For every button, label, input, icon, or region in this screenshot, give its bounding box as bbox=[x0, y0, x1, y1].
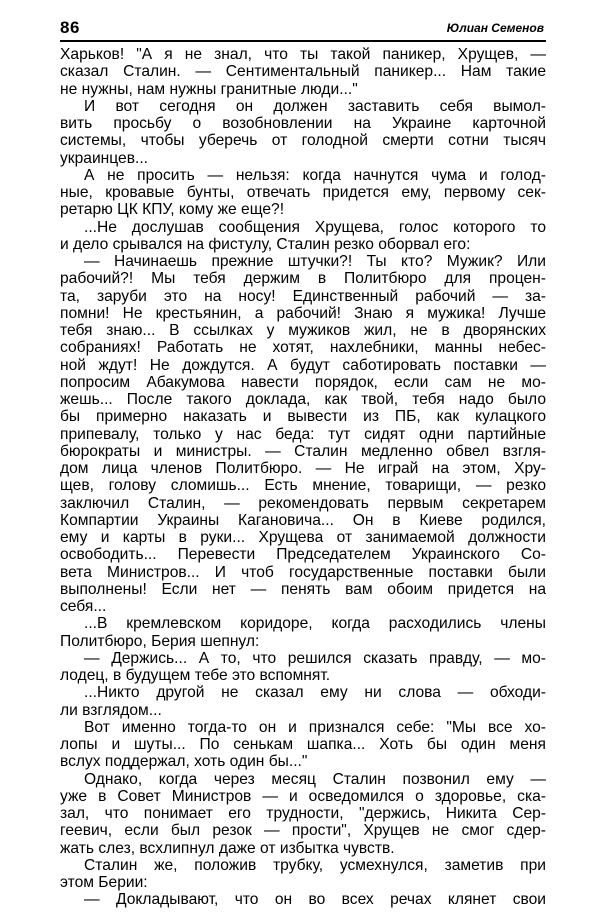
text-line: выполнены! Если нет — пенять вам обоим придется на bbox=[60, 580, 546, 598]
text-line: Компартии Украины Кагановича... Он в Киеве родился, bbox=[60, 511, 546, 529]
text-line: А не просить — нельзя: когда начнутся чума и голод- bbox=[84, 166, 546, 184]
text-line: этом Берии: bbox=[60, 874, 148, 891]
text-line: сказал Сталин. — Сентиментальный паникер... Нам такие bbox=[60, 63, 546, 81]
text-line: заключил Сталин, — рекомендовать первым секретарем bbox=[60, 494, 546, 512]
text-line: вить просьбу о возобновлении на Украине карточной bbox=[60, 115, 546, 132]
text-line: попросим Абакумова навести порядок, если сам не мо- bbox=[60, 373, 546, 391]
text-line: ли взглядом... bbox=[60, 701, 162, 719]
text-line: Однако, когда через месяц Сталин позвонил ему — bbox=[84, 770, 546, 788]
text-line: лодец, в будущем тебе это вспомнят. bbox=[60, 667, 331, 684]
text-line: Сталин же, положив трубку, усмехнулся, заметив при bbox=[84, 856, 546, 874]
text-line: Вот именно тогда-то он и признался себе: "Мы все хо- bbox=[84, 718, 546, 736]
header-rule bbox=[60, 40, 546, 42]
text-line: вслух поддержал, хоть один бы..." bbox=[60, 753, 308, 771]
text-line: припевалу, только у нас беда: тут сидят одни партийные bbox=[60, 425, 546, 443]
text-line: тебя знаю... В ссылках у мужиков жил, не в дворянских bbox=[60, 322, 546, 339]
text-line: Политбюро, Берия шепнул: bbox=[60, 632, 260, 650]
page-number: 86 bbox=[60, 18, 80, 37]
text-line: вета Министров... И чтоб государственные поставки были bbox=[60, 563, 546, 581]
running-title: Юлиан Семенов bbox=[446, 21, 544, 35]
text-line: зал, что понимает его трудности, "держись, Никита Сер- bbox=[60, 805, 546, 822]
text-line: системы, чтобы уберечь от голодной смерти сотни тысяч bbox=[60, 132, 546, 150]
text-line: жешь... После такого доклада, как твой, тебя надо было bbox=[60, 391, 546, 408]
text-line: дом лица членов Политбюро. — Не играй на этом, Хру- bbox=[60, 460, 546, 477]
text-line: Харьков! "А я не знал, что ты такой паникер, Хрущев, — bbox=[60, 46, 546, 63]
text-line: — Начинаешь прежние штучки?! Ты кто? Мужик? Или bbox=[84, 253, 546, 270]
body-text bbox=[60, 46, 546, 909]
text-line: — Докладывают, что он во всех речах клянет свои bbox=[84, 891, 546, 909]
text-line: щев, голову сломишь... Есть мнение, товарищи, — резко bbox=[60, 477, 546, 495]
text-line: И вот сегодня он должен заставить себя вымол- bbox=[84, 97, 546, 115]
text-line: освободить... Перевести Председателем Украинского Со- bbox=[60, 546, 546, 564]
text-line: ...Никто другой не сказал ему ни слова — обходи- bbox=[84, 684, 546, 702]
text-line: лопы и шуты... По сенькам шапка... Хоть бы один меня bbox=[60, 736, 546, 753]
text-line: собраниях! Работать не хотят, нахлебники, манны небес- bbox=[60, 339, 546, 357]
text-line: бюрократы и министры. — Сталин медленно обвел взгля- bbox=[60, 442, 546, 460]
text-line: жать слез, всхлипнул даже от избытка чувств. bbox=[60, 839, 395, 857]
text-line: уже в Совет Министров — и осведомился о здоровье, ска- bbox=[60, 787, 546, 805]
text-line: бы примерно наказать и вывести из ПБ, как кулацкого bbox=[60, 408, 546, 426]
page-header bbox=[60, 18, 544, 38]
text-line: геевич, если был резок — прости", Хрущев не смог сдер- bbox=[60, 822, 546, 840]
text-line: себя... bbox=[60, 598, 107, 615]
text-line: украинцев... bbox=[60, 149, 148, 167]
text-line: — Держись... А то, что решился сказать правду, — мо- bbox=[84, 649, 546, 667]
text-line: помни! Не крестьянин, а рабочий! Знаю я мужика! Лучше bbox=[60, 304, 546, 322]
text-line: ной ждут! Не дождутся. А будут саботировать поставки — bbox=[60, 356, 546, 374]
text-line: рабочий?! Мы тебя держим в Политбюро для процен- bbox=[60, 270, 546, 288]
text-line: не нужны, нам нужны гранитные люди..." bbox=[60, 80, 358, 98]
text-line: ему и карты в руки... Хрущева от занимаемой должности bbox=[60, 529, 546, 546]
text-line: та, заруби это на носу! Единственный рабочий — за- bbox=[60, 287, 546, 305]
text-line: ...Не дослушав сообщения Хрущева, голос которого то bbox=[84, 218, 546, 236]
text-line: ретарю ЦК КПУ, кому же еще?! bbox=[60, 201, 285, 219]
text-line: ные, кровавые бунты, отвечать придется ему, первому сек- bbox=[60, 184, 546, 201]
text-line: и дело срывался на фистулу, Сталин резко оборвал его: bbox=[60, 235, 471, 253]
text-line: ...В кремлевском коридоре, когда расходились члены bbox=[84, 615, 546, 633]
